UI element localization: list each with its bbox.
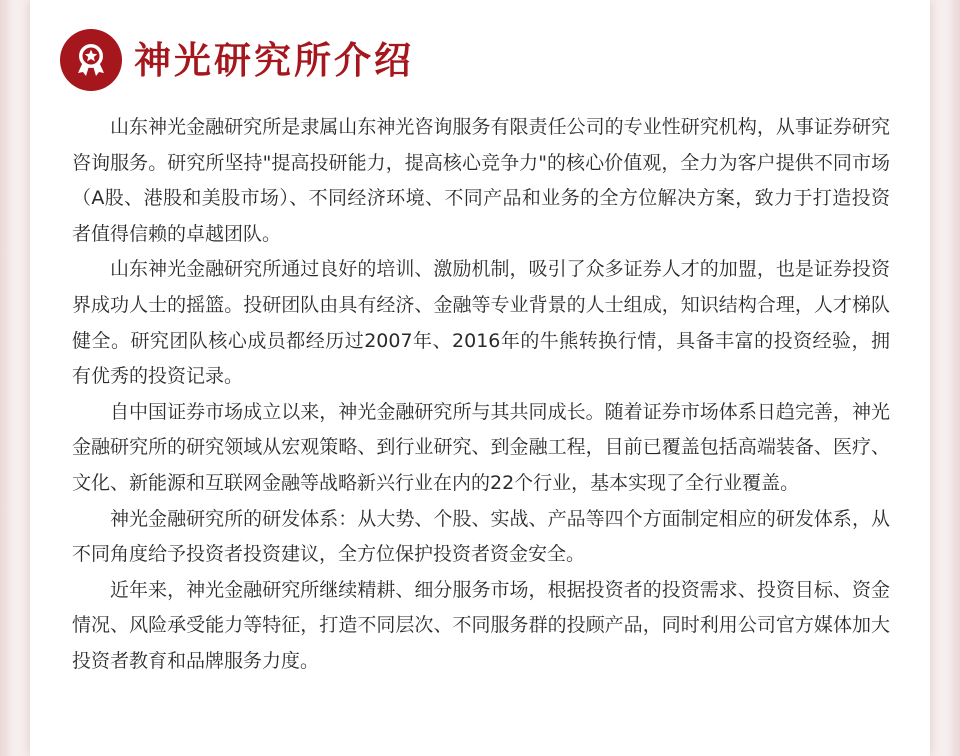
intro-paragraph: 近年来，神光金融研究所继续精耕、细分服务市场，根据投资者的投资需求、投资目标、资金情况、风险承受能力等特征，打造不同层次、不同服务群的投顾产品，同时利用公司官方媒体加大投资者教育和品牌服务力度。 (72, 578, 890, 672)
intro-body (72, 110, 890, 680)
intro-paragraph: 山东神光金融研究所是隶属山东神光咨询服务有限责任公司的专业性研究机构，从事证券研究咨询服务。研究所坚持"提高投研能力，提高核心竞争力"的核心价值观，全力为客户提供不同市场（A股、港股和美股市场）、不同经济环境、不同产品和业务的全方位解决方案，致力于打造投资者值得信赖的卓越团队。 (72, 116, 890, 245)
content-card (30, 0, 930, 756)
intro-paragraph: 神光金融研究所的研发体系：从大势、个股、实战、产品等四个方面制定相应的研发体系，从不同角度给予投资者投资建议，全方位保护投资者资金安全。 (72, 507, 890, 566)
section-header (60, 29, 414, 91)
intro-paragraph: 自中国证券市场成立以来，神光金融研究所与其共同成长。随着证券市场体系日趋完善，神光金融研究所的研究领域从宏观策略、到行业研究、到金融工程，目前已覆盖包括高端装备、医疗、文化、新能源和互联网金融等战略新兴行业在内的22个行业，基本实现了全行业覆盖。 (72, 400, 890, 494)
section-title: 神光研究所介绍 (134, 38, 414, 82)
intro-paragraph: 山东神光金融研究所通过良好的培训、激励机制，吸引了众多证券人才的加盟，也是证券投资界成功人士的摇篮。投研团队由具有经济、金融等专业背景的人士组成，知识结构合理，人才梯队健全。研究团队核心成员都经历过2007年、2016年的牛熊转换行情，具备丰富的投资经验，拥有优秀的投资记录。 (72, 258, 890, 388)
medal-star-icon (60, 29, 122, 91)
